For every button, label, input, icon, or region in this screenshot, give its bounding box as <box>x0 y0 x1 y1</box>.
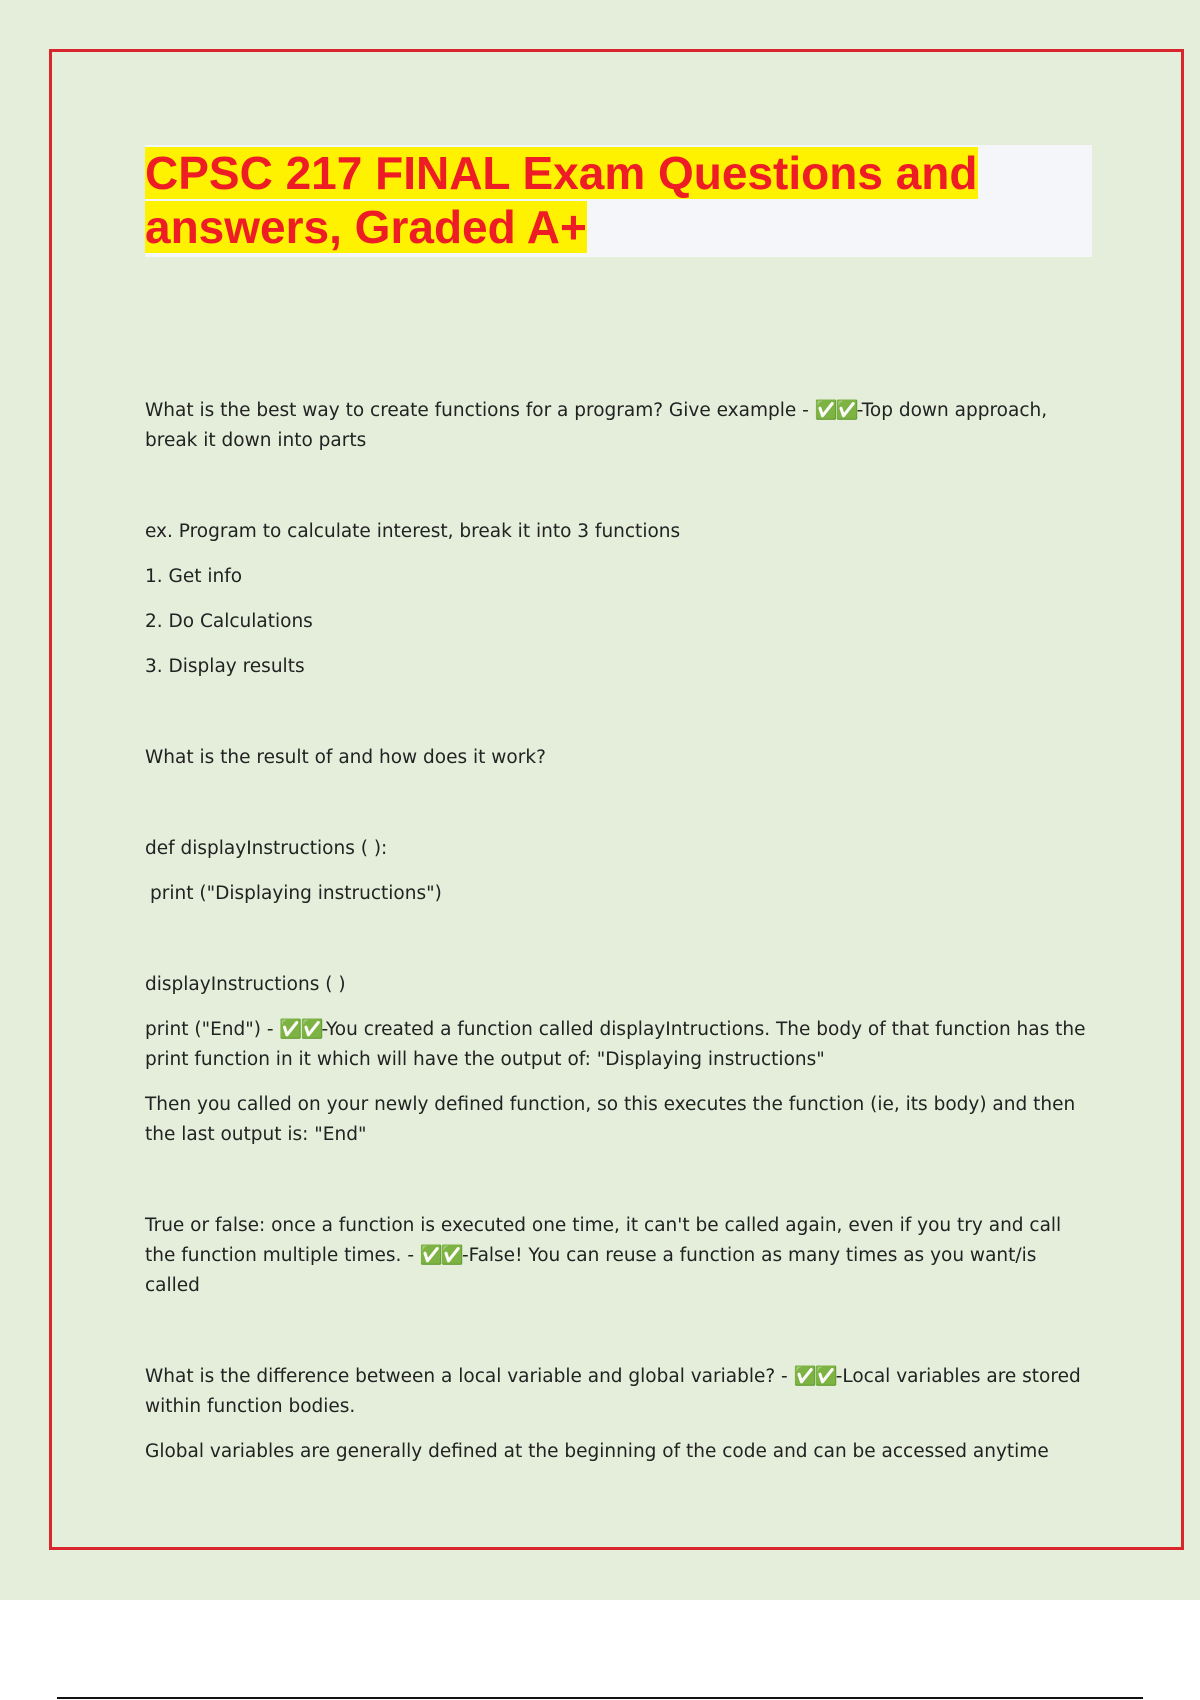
question-text: True or false: once a function is executed one time, it can't be called again, even if you try and call the function multiple times. - <box>145 1215 1062 1266</box>
check-icon: ✅✅ <box>419 1245 462 1266</box>
answer-text: -False! You can reuse a function as many times as you want/is called <box>145 1245 1037 1296</box>
code-line: displayInstructions ( ) <box>145 974 346 995</box>
question-text: What is the best way to create functions for a program? Give example - <box>145 400 815 421</box>
question-2: What is the result of and how does it work? <box>145 747 546 768</box>
question-3 <box>145 1211 1093 1301</box>
check-icon: ✅✅ <box>793 1366 836 1387</box>
question-text: print ("End") - <box>145 1019 280 1040</box>
list-item: 1. Get info <box>145 566 243 587</box>
paragraph: Then you called on your newly defined function, so this executes the function (ie, its body) and then the last output is: "End" <box>145 1094 1076 1145</box>
answer-2 <box>145 1015 1093 1075</box>
paragraph-example: ex. Program to calculate interest, break it into 3 functions <box>145 521 681 542</box>
code-line: print ("Displaying instructions") <box>150 883 442 904</box>
answer-text: -You created a function called displayIntructions. The body of that function has the print function in it which will have the output of: "Displaying instructions" <box>145 1019 1086 1070</box>
answer-text: -Top down approach, break it down into parts <box>145 400 1048 451</box>
code-line: def displayInstructions ( ): <box>145 838 388 859</box>
check-icon: ✅✅ <box>279 1019 322 1040</box>
question-4 <box>145 1362 1093 1422</box>
document-body <box>145 396 1093 1467</box>
check-icon: ✅✅ <box>814 400 857 421</box>
question-1 <box>145 396 1093 456</box>
answer-text: -Local variables are stored within function bodies. <box>145 1366 1081 1417</box>
footer-divider <box>57 1697 1143 1699</box>
list-item: 3. Display results <box>145 656 305 677</box>
question-text: What is the difference between a local variable and global variable? - <box>145 1366 794 1387</box>
list-item: 2. Do Calculations <box>145 611 313 632</box>
document-title <box>145 146 1045 254</box>
title-highlight: CPSC 217 FINAL Exam Questions and answers, Graded A+ <box>145 147 978 253</box>
paragraph: Global variables are generally defined at the beginning of the code and can be accessed anytime <box>145 1441 1049 1462</box>
